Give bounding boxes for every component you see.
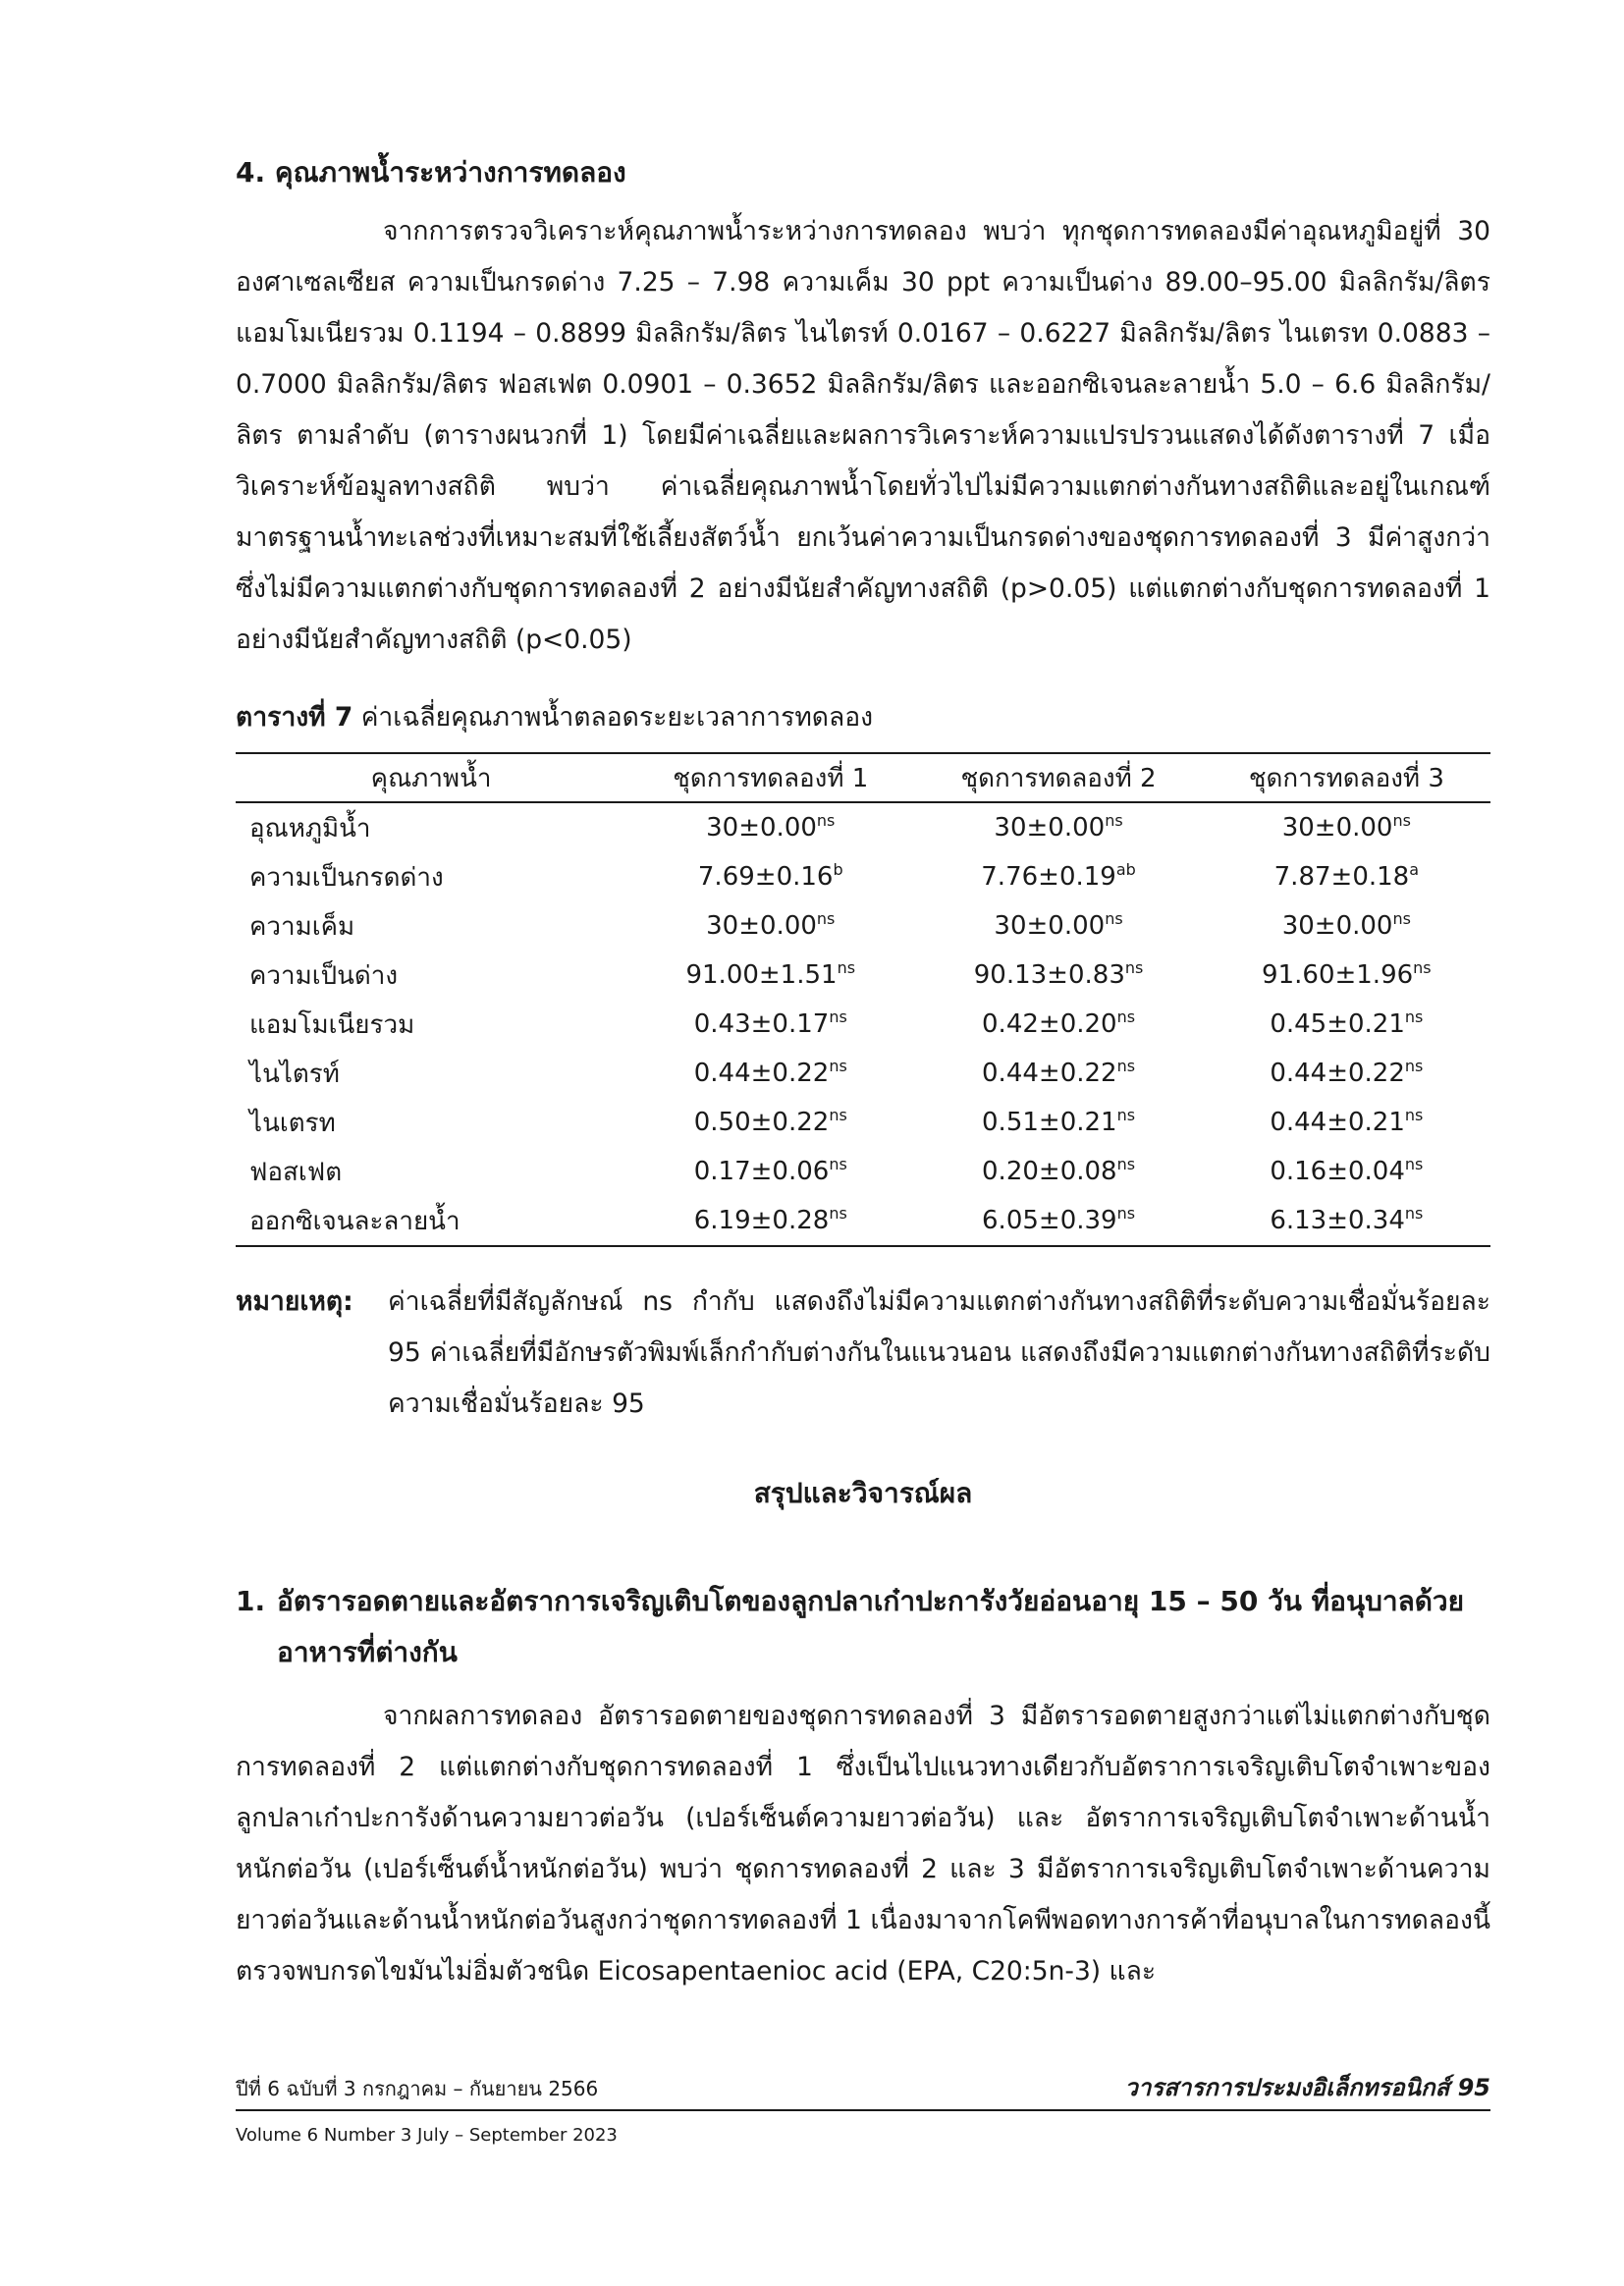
cell-treatment-1 — [626, 1147, 914, 1196]
cell-treatment-3 — [1203, 1196, 1490, 1246]
cell-significance: a — [1409, 860, 1420, 879]
cell-treatment-2 — [914, 901, 1202, 951]
cell-value: 30±0.00 — [706, 911, 817, 941]
row-parameter: ความเค็ม — [249, 911, 355, 942]
cell-significance: ns — [1105, 811, 1123, 830]
note-text: ค่าเฉลี่ยที่มีสัญลักษณ์ ns กำกับ แสดงถึงไม่มีความแตกต่างกันทางสถิติที่ระดับความเชื่อมั่นร้อยละ 95 ค่าเฉลี่ยที่มีอักษรตัวพิมพ์เล็กกำกับต่างกันในแนวนอน แสดงถึงมีความแตกต่างกันทางสถิติที่ระดับความเชื่อมั่นร้อยละ 95 — [388, 1286, 1490, 1419]
cell-significance: ns — [1392, 909, 1411, 928]
cell-value: 90.13±0.83 — [973, 960, 1125, 990]
cell-significance: ns — [829, 1155, 847, 1173]
footer-journal-page: วารสารการประมงอิเล็กทรอนิกส์ 95 — [1116, 2070, 1490, 2105]
cell-value: 30±0.00 — [994, 911, 1106, 941]
cell-value: 0.16±0.04 — [1270, 1157, 1405, 1186]
footer-issue-english: Volume 6 Number 3 July – September 2023 — [236, 2125, 618, 2146]
cell-value: 0.20±0.08 — [982, 1157, 1117, 1186]
cell-value: 91.00±1.51 — [685, 960, 838, 990]
row-parameter: ฟอสเฟต — [249, 1157, 343, 1187]
cell-value: 6.05±0.39 — [982, 1206, 1117, 1235]
cell-treatment-1 — [626, 1000, 914, 1049]
section-4-paragraph: จากการตรวจวิเคราะห์คุณภาพน้ำระหว่างการทดลอง พบว่า ทุกชุดการทดลองมีค่าอุณหภูมิอยู่ที่ 30 องศาเซลเซียส ความเป็นกรดด่าง 7.25 – 7.98 ความเค็ม 30 ppt ความเป็นด่าง 89.00–95.00 มิลลิกรัม/ลิตร แอมโมเนียรวม 0.1194 – 0.8899 มิลลิกรัม/ลิตร ไนไตรท์ 0.0167 – 0.6227 มิลลิกรัม/ลิตร ไนเตรท 0.0883 – 0.7000 มิลลิกรัม/ลิตร ฟอสเฟต 0.0901 – 0.3652 มิลลิกรัม/ลิตร และออกซิเจนละลายน้ำ 5.0 – 6.6 มิลลิกรัม/ลิตร ตามลำดับ (ตารางผนวกที่ 1) โดยมีค่าเฉลี่ยและผลการวิเคราะห์ความแปรปรวนแสดงได้ดังตารางที่ 7 เมื่อวิเคราะห์ข้อมูลทางสถิติ พบว่า ค่าเฉลี่ยคุณภาพน้ำโดยทั่วไปไม่มีความแตกต่างกันทางสถิติและอยู่ในเกณฑ์มาตรฐานน้ำทะเลช่วงที่เหมาะสมที่ใช้เลี้ยงสัตว์น้ำ ยกเว้นค่าความเป็นกรดด่างของชุดการทดลองที่ 3 มีค่าสูงกว่า ซึ่งไม่มีความแตกต่างกับชุดการทดลองที่ 2 อย่างมีนัยสำคัญทางสถิติ (p>0.05) แต่แตกต่างกับชุดการทดลองที่ 1 อย่างมีนัยสำคัญทางสถิติ (p<0.05) — [236, 216, 1490, 655]
cell-treatment-3 — [1203, 1098, 1490, 1147]
cell-value: 0.42±0.20 — [982, 1009, 1117, 1039]
cell-significance: ns — [829, 1106, 847, 1124]
footer-issue-thai: ปีที่ 6 ฉบับที่ 3 กรกฎาคม – กันยายน 2566 — [236, 2077, 599, 2100]
section-1-paragraph: จากผลการทดลอง อัตรารอดตายของชุดการทดลองที่ 3 มีอัตรารอดตายสูงกว่าแต่ไม่แตกต่างกับชุดการทดลองที่ 2 แต่แตกต่างกับชุดการทดลองที่ 1 ซึ่งเป็นไปแนวทางเดียวกับอัตราการเจริญเติบโตจำเพาะของลูกปลาเก๋าปะการังด้านความยาวต่อวัน (เปอร์เซ็นต์ความยาวต่อวัน) และ อัตราการเจริญเติบโตจำเพาะด้านน้ำหนักต่อวัน (เปอร์เซ็นต์น้ำหนักต่อวัน) พบว่า ชุดการทดลองที่ 2 และ 3 มีอัตราการเจริญเติบโตจำเพาะด้านความยาวต่อวันและด้านน้ำหนักต่อวันสูงกว่าชุดการทดลองที่ 1 เนื่องมาจากโคพีพอดทางการค้าที่อนุบาลในการทดลองนี้ ตรวจพบกรดไขมันไม่อิ่มตัวชนิด Eicosapentaenioc acid (EPA, C20:5n-3) และ — [236, 1701, 1490, 1987]
cell-value: 0.44±0.21 — [1270, 1108, 1405, 1137]
cell-significance: ns — [1105, 909, 1123, 928]
cell-treatment-1 — [626, 1049, 914, 1098]
cell-significance: ns — [1392, 811, 1411, 830]
cell-treatment-2 — [914, 1000, 1202, 1049]
cell-significance: ns — [1116, 1155, 1136, 1173]
cell-treatment-3 — [1203, 1049, 1490, 1098]
cell-significance: ns — [829, 1057, 847, 1075]
cell-treatment-2 — [914, 802, 1202, 852]
table-row — [236, 852, 1490, 901]
row-parameter: ออกซิเจนละลายน้ำ — [249, 1206, 460, 1236]
cell-significance: ns — [1404, 1204, 1424, 1223]
cell-value: 0.50±0.22 — [693, 1108, 830, 1137]
cell-treatment-2 — [914, 852, 1202, 901]
section-1-heading — [236, 1576, 1490, 1678]
cell-treatment-3 — [1203, 951, 1490, 1000]
row-parameter: ความเป็นด่าง — [249, 960, 399, 991]
cell-value: 0.45±0.21 — [1270, 1009, 1405, 1039]
section-4-heading: 4. คุณภาพน้ำระหว่างการทดลอง — [236, 156, 626, 189]
cell-significance: ns — [1413, 958, 1432, 977]
cell-significance: ns — [1116, 1204, 1136, 1223]
section-1-number: 1. — [236, 1585, 266, 1617]
table-row — [236, 1147, 1490, 1196]
cell-significance: ns — [1404, 1106, 1424, 1124]
cell-significance: ns — [1116, 1007, 1136, 1026]
table-caption — [236, 692, 1490, 743]
note-label: หมายเหตุ: — [236, 1286, 353, 1317]
cell-treatment-1 — [626, 1196, 914, 1246]
cell-significance: ns — [837, 958, 856, 977]
cell-significance: ns — [816, 909, 836, 928]
cell-treatment-2 — [914, 1098, 1202, 1147]
cell-value: 30±0.00 — [1281, 911, 1393, 941]
cell-treatment-3 — [1203, 852, 1490, 901]
cell-significance: b — [833, 860, 843, 879]
table-body — [236, 802, 1490, 1246]
cell-significance: ns — [1116, 1106, 1136, 1124]
cell-treatment-1 — [626, 901, 914, 951]
table-caption-text: ค่าเฉลี่ยคุณภาพน้ำตลอดระยะเวลาการทดลอง — [352, 702, 874, 733]
cell-significance: ns — [1404, 1007, 1424, 1026]
cell-significance: ns — [1404, 1057, 1424, 1075]
cell-significance: ns — [1124, 958, 1144, 977]
cell-treatment-2 — [914, 1049, 1202, 1098]
water-quality-table — [236, 752, 1490, 1247]
row-parameter: ไนเตรท — [249, 1108, 336, 1138]
cell-significance: ab — [1115, 860, 1136, 879]
table-header-row — [236, 753, 1490, 802]
cell-treatment-1 — [626, 802, 914, 852]
footer-divider — [236, 2109, 1490, 2111]
cell-treatment-1 — [626, 852, 914, 901]
cell-value: 30±0.00 — [706, 813, 817, 843]
cell-treatment-2 — [914, 1196, 1202, 1246]
section-1-title: อัตรารอดตายและอัตราการเจริญเติบโตของลูกปลาเก๋าปะการังวัยอ่อนอายุ 15 – 50 วัน ที่อนุบาลด้วยอาหารที่ต่างกัน — [277, 1585, 1465, 1668]
cell-value: 7.87±0.18 — [1273, 862, 1410, 892]
cell-treatment-3 — [1203, 1147, 1490, 1196]
table-row — [236, 1196, 1490, 1246]
header-parameter: คุณภาพน้ำ — [370, 763, 492, 793]
cell-significance: ns — [829, 1204, 847, 1223]
table-row — [236, 1000, 1490, 1049]
cell-value: 0.44±0.22 — [693, 1059, 830, 1088]
table-row — [236, 901, 1490, 951]
cell-treatment-2 — [914, 951, 1202, 1000]
table-row — [236, 1049, 1490, 1098]
cell-treatment-1 — [626, 1098, 914, 1147]
cell-value: 7.69±0.16 — [697, 862, 834, 892]
cell-significance: ns — [829, 1007, 847, 1026]
cell-significance: ns — [1116, 1057, 1136, 1075]
row-parameter: ไนไตรท์ — [249, 1059, 340, 1089]
header-treatment-3: ชุดการทดลองที่ 3 — [1248, 763, 1444, 793]
cell-treatment-1 — [626, 951, 914, 1000]
table-caption-label: ตารางที่ 7 — [236, 702, 353, 733]
cell-value: 6.13±0.34 — [1270, 1206, 1405, 1235]
cell-treatment-3 — [1203, 802, 1490, 852]
table-row — [236, 802, 1490, 852]
row-parameter: อุณหภูมิน้ำ — [249, 813, 371, 844]
cell-value: 0.51±0.21 — [982, 1108, 1117, 1137]
cell-significance: ns — [1404, 1155, 1424, 1173]
header-treatment-1: ชุดการทดลองที่ 1 — [673, 763, 869, 793]
table-row — [236, 951, 1490, 1000]
cell-value: 7.76±0.19 — [981, 862, 1116, 892]
header-treatment-2: ชุดการทดลองที่ 2 — [960, 763, 1157, 793]
cell-treatment-3 — [1203, 901, 1490, 951]
cell-treatment-3 — [1203, 1000, 1490, 1049]
table-note — [236, 1277, 1490, 1430]
conclusion-heading: สรุปและวิจารณ์ผล — [753, 1477, 973, 1509]
cell-value: 30±0.00 — [994, 813, 1106, 843]
row-parameter: ความเป็นกรดด่าง — [249, 862, 444, 893]
cell-value: 6.19±0.28 — [693, 1206, 830, 1235]
cell-value: 0.43±0.17 — [693, 1009, 830, 1039]
cell-value: 30±0.00 — [1281, 813, 1393, 843]
cell-value: 0.44±0.22 — [1270, 1059, 1405, 1088]
cell-value: 0.17±0.06 — [693, 1157, 830, 1186]
row-parameter: แอมโมเนียรวม — [249, 1009, 415, 1040]
cell-significance: ns — [816, 811, 836, 830]
cell-treatment-2 — [914, 1147, 1202, 1196]
table-row — [236, 1098, 1490, 1147]
cell-value: 0.44±0.22 — [982, 1059, 1117, 1088]
cell-value: 91.60±1.96 — [1262, 960, 1414, 990]
